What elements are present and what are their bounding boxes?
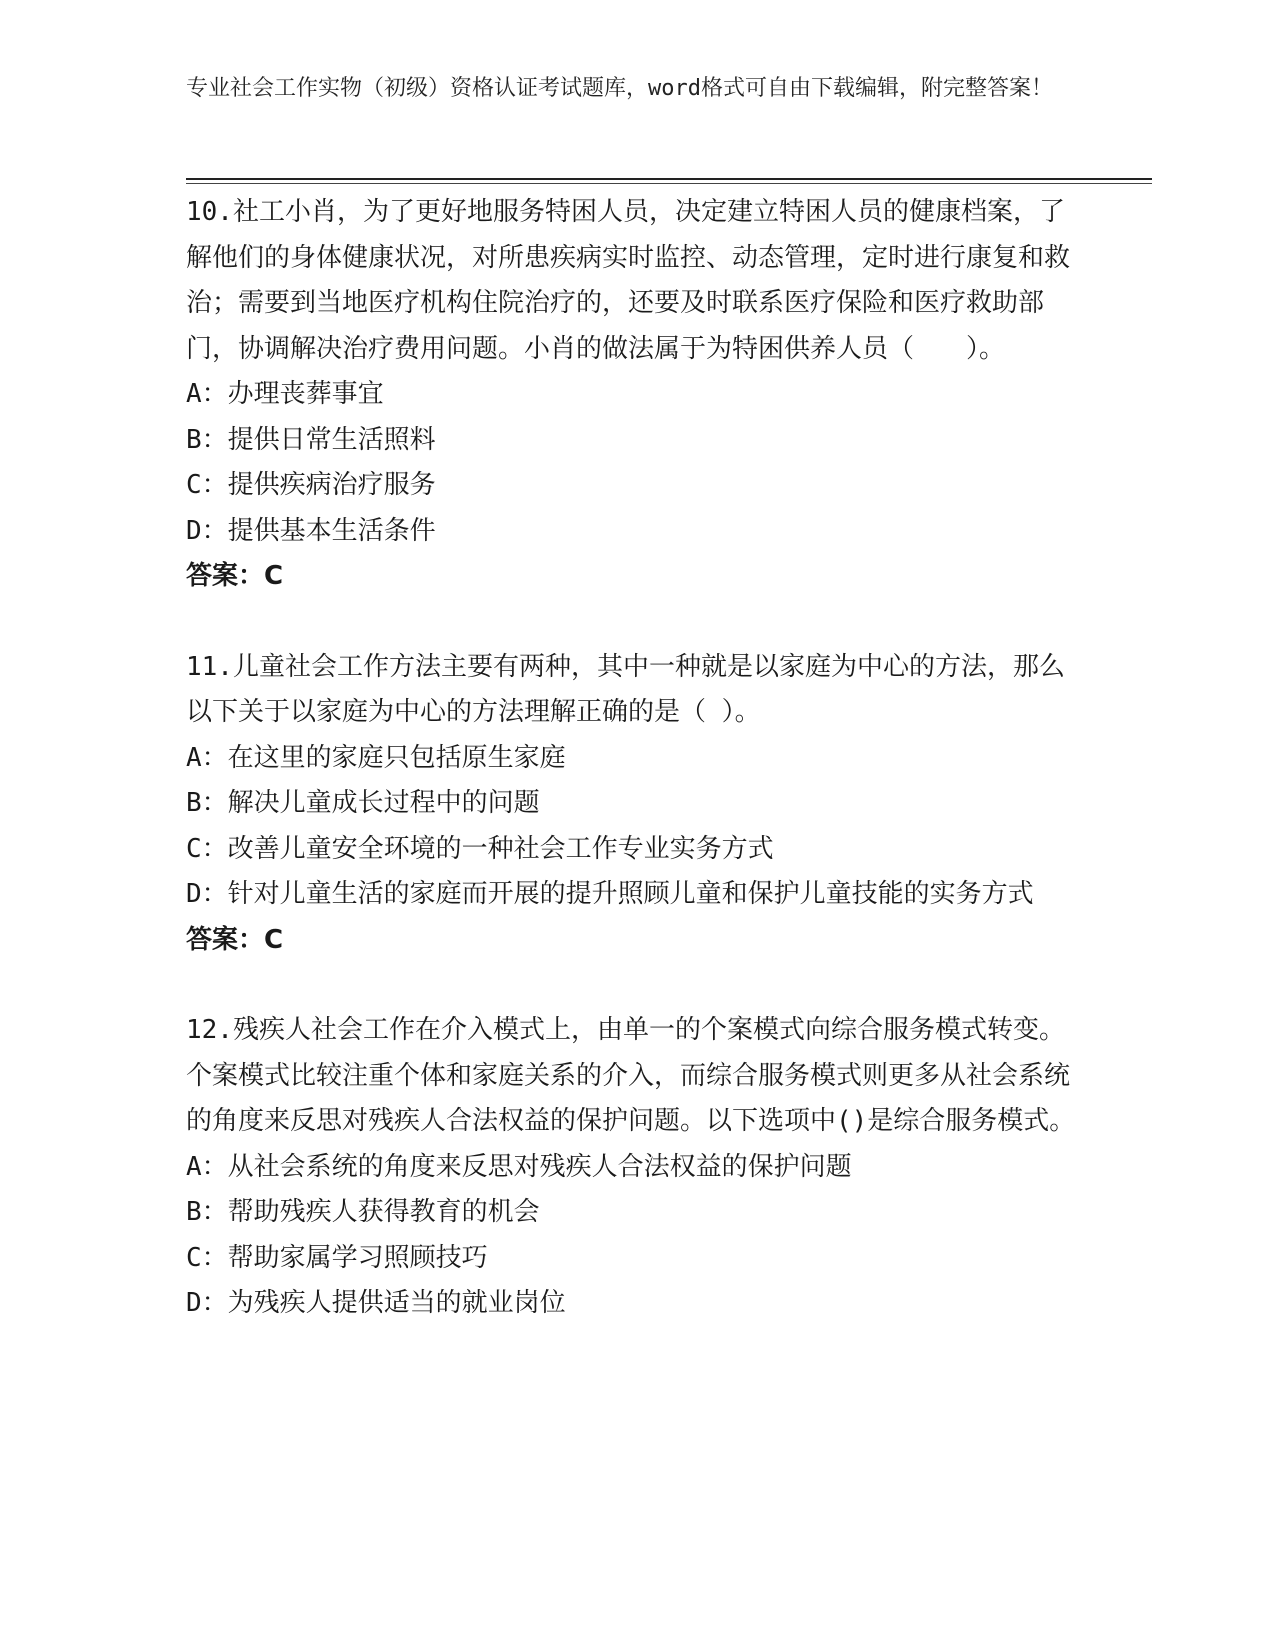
question-stem: 12.残疾人社会工作在介入模式上，由单一的个案模式向综合服务模式转变。个案模式比较注重个体和家庭关系的介入，而综合服务模式则更多从社会系统的角度来反思对残疾人合法权益的保护问题。以下选项中()是综合服务模式。 bbox=[186, 1015, 1076, 1136]
header-rule-thick bbox=[186, 178, 1152, 180]
option-c: C：帮助家属学习照顾技巧 bbox=[186, 1242, 488, 1273]
option-d: D：针对儿童生活的家庭而开展的提升照顾儿童和保护儿童技能的实务方式 bbox=[186, 879, 1034, 909]
option-a: A：从社会系统的角度来反思对残疾人合法权益的保护问题 bbox=[186, 1151, 852, 1182]
option-a: A：在这里的家庭只包括原生家庭 bbox=[186, 742, 566, 773]
question-11 bbox=[186, 645, 1076, 964]
page-header: 专业社会工作实物（初级）资格认证考试题库，word格式可自由下载编辑，附完整答案！ bbox=[186, 76, 1053, 101]
header-rule-thin bbox=[186, 183, 1152, 184]
question-12 bbox=[186, 1008, 1076, 1327]
option-d: D：为残疾人提供适当的就业岗位 bbox=[186, 1288, 566, 1318]
answer: 答案：C bbox=[186, 561, 284, 591]
option-b: B：帮助残疾人获得教育的机会 bbox=[186, 1197, 540, 1227]
question-stem: 11.儿童社会工作方法主要有两种，其中一种就是以家庭为中心的方法，那么以下关于以家庭为中心的方法理解正确的是（ ）。 bbox=[186, 651, 1065, 727]
question-stem: 10.社工小肖，为了更好地服务特困人员，决定建立特困人员的健康档案，了解他们的身体健康状况，对所患疾病实时监控、动态管理，定时进行康复和救治；需要到当地医疗机构住院治疗的，还要及时联系医疗保险和医疗救助部门，协调解决治疗费用问题。小肖的做法属于为特困供养人员（ ）。 bbox=[186, 197, 1071, 364]
option-b: B：提供日常生活照料 bbox=[186, 424, 436, 455]
option-c: C：改善儿童安全环境的一种社会工作专业实务方式 bbox=[186, 833, 774, 864]
option-b: B：解决儿童成长过程中的问题 bbox=[186, 788, 540, 818]
option-c: C：提供疾病治疗服务 bbox=[186, 470, 436, 500]
question-10 bbox=[186, 190, 1076, 600]
answer: 答案：C bbox=[186, 924, 284, 955]
option-a: A：办理丧葬事宜 bbox=[186, 379, 384, 409]
option-d: D：提供基本生活条件 bbox=[186, 515, 436, 546]
question-list bbox=[186, 190, 1076, 1327]
